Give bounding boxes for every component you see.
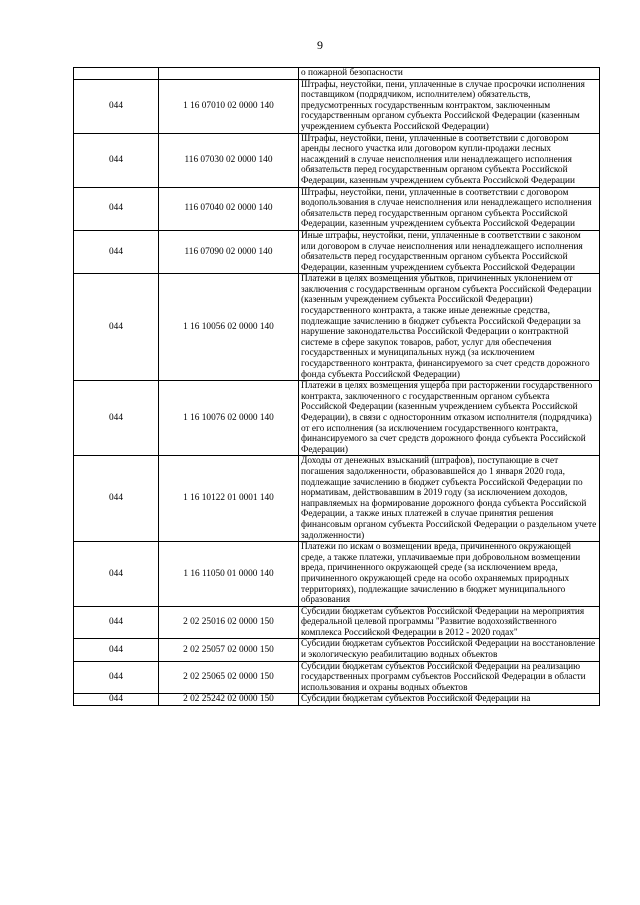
admin-code-cell: 044 xyxy=(74,661,159,694)
admin-code-cell: 044 xyxy=(74,79,159,133)
table-row xyxy=(74,381,600,456)
budget-code-cell: 2 02 25065 02 0000 150 xyxy=(159,661,299,694)
table-row xyxy=(74,661,600,694)
budget-code-cell: 1 16 10122 01 0001 140 xyxy=(159,456,299,542)
budget-code-cell: 1 16 11050 01 0000 140 xyxy=(159,542,299,607)
table-row xyxy=(74,68,600,80)
revenue-name-cell: Штрафы, неустойки, пени, уплаченные в соответствии с договором водопользования в случае неисполнения или ненадлежащего исполнения обязательств перед государственным органом субъекта Российской Федерации, казенным учреждением субъекта Российской Федерации xyxy=(299,187,600,230)
budget-code-cell xyxy=(159,68,299,80)
table-row xyxy=(74,606,600,639)
budget-code-cell: 116 07090 02 0000 140 xyxy=(159,230,299,273)
revenue-name-cell: Доходы от денежных взысканий (штрафов), поступающие в счет погашения задолженности, образовавшейся до 1 января 2020 года, подлежащие зачислению в бюджет субъекта Российской Федерации по нормативам, действовавшим в 2019 году (за исключением доходов, направляемых на формирование дорожного фонда субъекта Российской Федерации, а также иных платежей в случае принятия решения финансовым органом субъекта Российской Федерации о раздельном учете задолженности) xyxy=(299,456,600,542)
admin-code-cell: 044 xyxy=(74,187,159,230)
table-row xyxy=(74,694,600,706)
budget-code-cell: 116 07040 02 0000 140 xyxy=(159,187,299,230)
budget-code-cell: 2 02 25016 02 0000 150 xyxy=(159,606,299,639)
table-row xyxy=(74,639,600,661)
admin-code-cell: 044 xyxy=(74,274,159,381)
table-row xyxy=(74,230,600,273)
budget-code-cell: 116 07030 02 0000 140 xyxy=(159,133,299,187)
revenue-name-cell: Платежи в целях возмещения убытков, причиненных уклонением от заключения с государственным органом субъекта Российской Федерации (казенным учреждением субъекта Российской Федерации) государственного контракта, а также иные денежные средства, подлежащие зачислению в бюджет субъекта Российской Федерации за нарушение законодательства Российской Федерации о контрактной системе в сфере закупок товаров, работ, услуг для обеспечения государственных и муниципальных нужд (за исключением государственного контракта, финансируемого за счет средств дорожного фонда субъекта Российской Федерации) xyxy=(299,274,600,381)
revenue-name-cell: Субсидии бюджетам субъектов Российской Федерации на восстановление и экологическую реабилитацию водных объектов xyxy=(299,639,600,661)
revenue-name-cell: о пожарной безопасности xyxy=(299,68,600,80)
revenue-name-cell: Платежи по искам о возмещении вреда, причиненного окружающей среде, а также платежи, уплачиваемые при добровольном возмещении вреда, причиненного окружающей среде (за исключением вреда, причиненного окружающей среде на особо охраняемых природных территориях), подлежащие зачислению в бюджет муниципального образования xyxy=(299,542,600,607)
revenue-name-cell: Штрафы, неустойки, пени, уплаченные в случае просрочки исполнения поставщиком (подрядчиком, исполнителем) обязательств, предусмотренных государственным контрактом, заключенным государственным органом субъекта Российской Федерации (казенным учреждением субъекта Российской Федерации) xyxy=(299,79,600,133)
admin-code-cell: 044 xyxy=(74,639,159,661)
revenue-codes-table xyxy=(73,67,600,706)
table-body xyxy=(74,68,600,706)
budget-code-cell: 2 02 25057 02 0000 150 xyxy=(159,639,299,661)
table-row xyxy=(74,456,600,542)
table-row xyxy=(74,274,600,381)
revenue-name-cell: Субсидии бюджетам субъектов Российской Федерации на xyxy=(299,694,600,706)
admin-code-cell: 044 xyxy=(74,456,159,542)
table-row xyxy=(74,187,600,230)
admin-code-cell: 044 xyxy=(74,694,159,706)
budget-code-cell: 1 16 10076 02 0000 140 xyxy=(159,381,299,456)
table-row xyxy=(74,133,600,187)
revenue-name-cell: Субсидии бюджетам субъектов Российской Федерации на мероприятия федеральной целевой программы "Развитие водохозяйственного комплекса Российской Федерации в 2012 - 2020 годах" xyxy=(299,606,600,639)
revenue-name-cell: Штрафы, неустойки, пени, уплаченные в соответствии с договором аренды лесного участка или договором купли-продажи лесных насаждений в случае неисполнения или ненадлежащего исполнения обязательств перед государственным органом субъекта Российской Федерации, казенным учреждением субъекта Российской Федерации xyxy=(299,133,600,187)
admin-code-cell: 044 xyxy=(74,381,159,456)
budget-code-cell: 1 16 07010 02 0000 140 xyxy=(159,79,299,133)
admin-code-cell: 044 xyxy=(74,230,159,273)
budget-code-cell: 2 02 25242 02 0000 150 xyxy=(159,694,299,706)
page-number: 9 xyxy=(317,38,323,52)
revenue-name-cell: Субсидии бюджетам субъектов Российской Федерации на реализацию государственных программ субъектов Российской Федерации в области использования и охраны водных объектов xyxy=(299,661,600,694)
revenue-name-cell: Платежи в целях возмещения ущерба при расторжении государственного контракта, заключенного с государственным органом субъекта Российской Федерации (казенным учреждением субъекта Российской Федерации), в связи с односторонним отказом исполнителя (подрядчика) от его исполнения (за исключением государственного контракта, финансируемого за счет средств дорожного фонда субъекта Российской Федерации) xyxy=(299,381,600,456)
table-row xyxy=(74,79,600,133)
admin-code-cell: 044 xyxy=(74,133,159,187)
admin-code-cell: 044 xyxy=(74,606,159,639)
table-row xyxy=(74,542,600,607)
budget-code-cell: 1 16 10056 02 0000 140 xyxy=(159,274,299,381)
admin-code-cell: 044 xyxy=(74,542,159,607)
admin-code-cell xyxy=(74,68,159,80)
revenue-name-cell: Иные штрафы, неустойки, пени, уплаченные в соответствии с законом или договором в случае неисполнения или ненадлежащего исполнения обязательств перед государственным органом субъекта Российской Федерации, казенным учреждением субъекта Российской Федерации xyxy=(299,230,600,273)
